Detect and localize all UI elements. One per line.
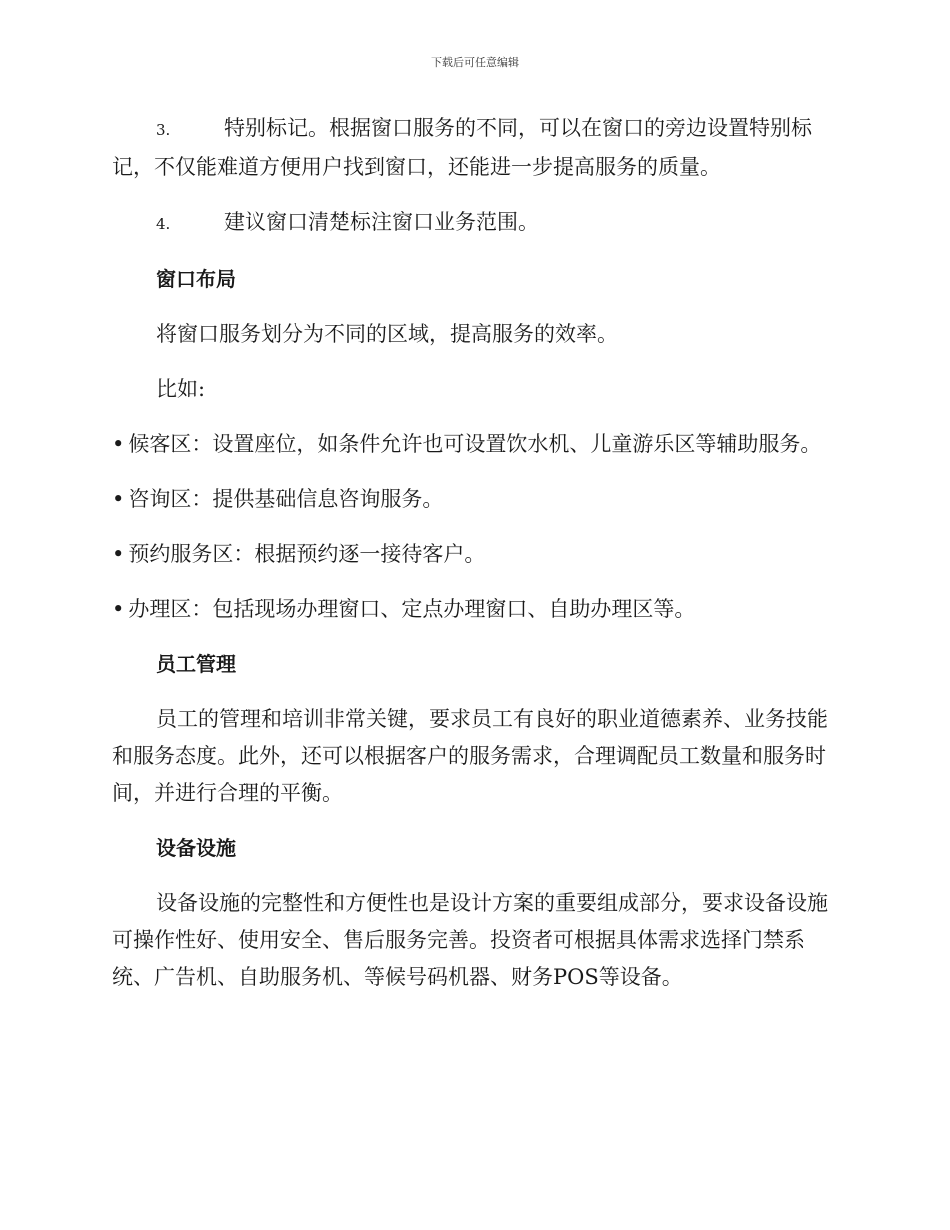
section-heading-window-layout: 窗口布局 [156,267,236,291]
page-header: 下载后可任意编辑 [431,56,519,69]
paragraph: 设备设施的完整性和方便性也是设计方案的重要组成部分，要求设备设施可操作性好、使用安全、售后服务完善。投资者可根据具体需求选择门禁系统、广告机、自助服务机、等候号码机器、财务POS等设备。 [112,891,828,989]
bullet-item [112,591,834,628]
bullet-item [112,536,834,573]
bullet-text: 预约服务区：根据预约逐一接待客户。 [128,542,486,566]
bullet-icon: • [112,597,125,621]
bullet-icon: • [112,542,125,566]
section-heading-equipment: 设备设施 [156,836,236,860]
bullet-icon: • [112,487,125,511]
item-text: 建议窗口清楚标注窗口业务范围。 [224,210,539,234]
bullet-item [112,481,834,518]
numbered-item-3 [112,110,834,186]
bullet-text: 办理区：包括现场办理窗口、定点办理窗口、自助办理区等。 [128,597,696,621]
paragraph: 比如: [156,377,206,401]
bullet-text: 咨询区：提供基础信息咨询服务。 [128,487,444,511]
document-body [112,110,834,1014]
bullet-text: 候客区：设置座位，如条件允许也可设置饮水机、儿童游乐区等辅助服务。 [128,432,822,456]
section-heading-staff-management: 员工管理 [156,652,236,676]
item-number: 3. [156,121,171,139]
bullet-icon: • [112,432,125,456]
paragraph: 员工的管理和培训非常关键，要求员工有良好的职业道德素养、业务技能和服务态度。此外，还可以根据客户的服务需求，合理调配员工数量和服务时间，并进行合理的平衡。 [112,707,828,805]
item-text: 特别标记。根据窗口服务的不同，可以在窗口的旁边设置特别标记，不仅能难道方便用户找到窗口，还能进一步提高服务的质量。 [112,116,812,179]
paragraph: 将窗口服务划分为不同的区域，提高服务的效率。 [156,322,618,346]
item-number: 4. [156,215,171,233]
bullet-item [112,426,834,463]
numbered-item-4 [112,204,834,243]
